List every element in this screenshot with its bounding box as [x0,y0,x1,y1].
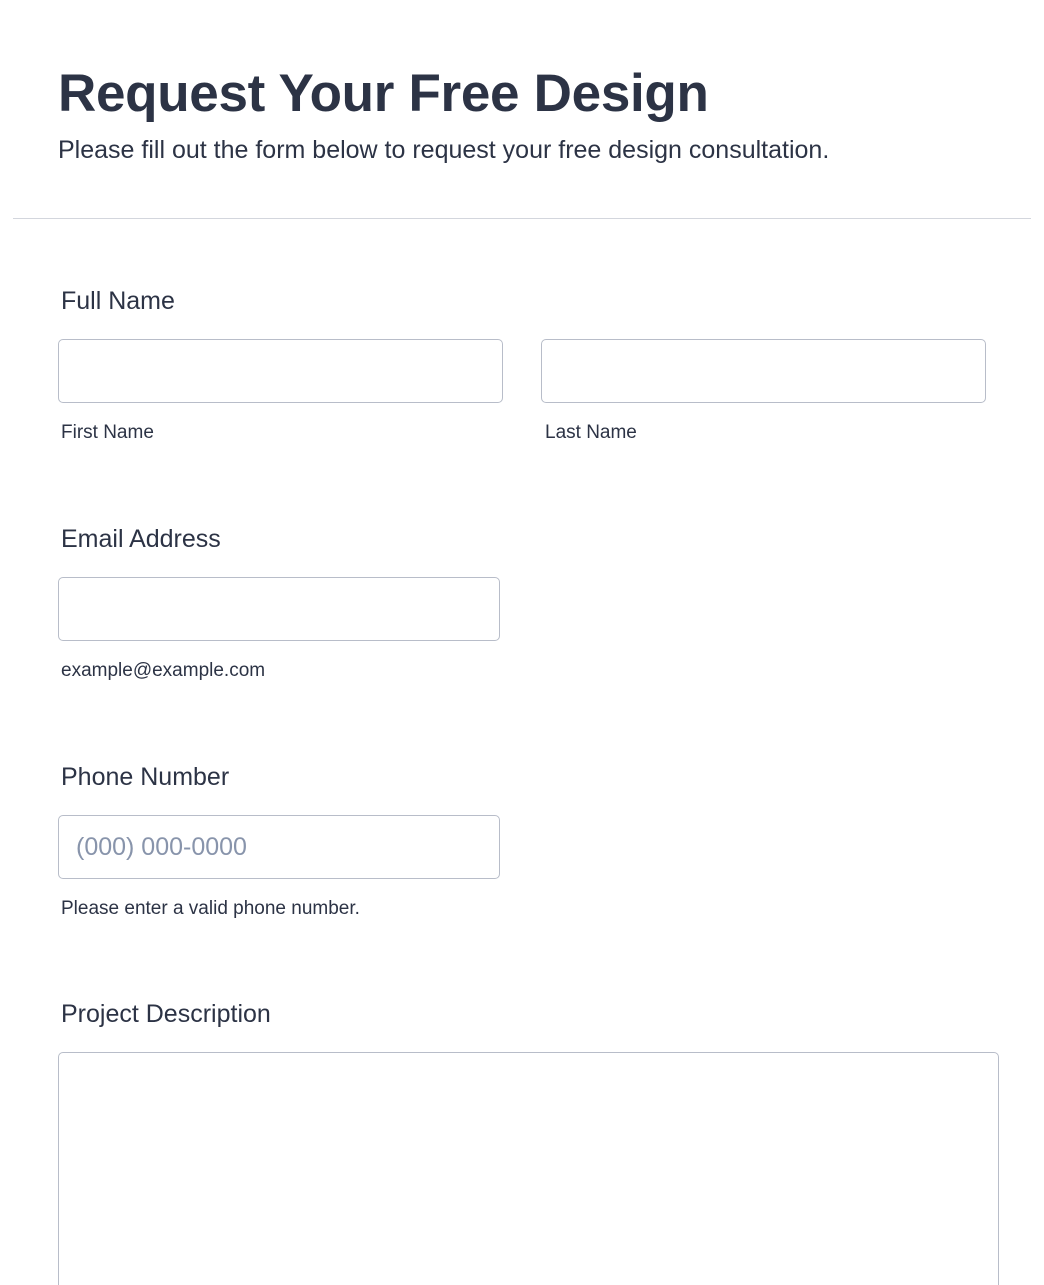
header-divider [13,218,1031,219]
email-label: Email Address [61,525,221,553]
project-description-textarea[interactable] [58,1052,999,1285]
first-name-sublabel: First Name [61,422,154,443]
phone-input[interactable] [58,815,500,879]
form-header [58,62,1018,166]
first-name-input[interactable] [58,339,503,403]
phone-label: Phone Number [61,763,230,791]
full-name-label: Full Name [61,287,175,315]
page-subtitle: Please fill out the form below to request your free design consultation. [58,136,830,164]
last-name-sublabel: Last Name [545,422,637,443]
page-title: Request Your Free Design [58,64,709,123]
project-description-label: Project Description [61,1000,271,1028]
email-sublabel: example@example.com [61,660,266,681]
last-name-input[interactable] [541,339,986,403]
phone-sublabel: Please enter a valid phone number. [61,898,360,919]
email-input[interactable] [58,577,500,641]
